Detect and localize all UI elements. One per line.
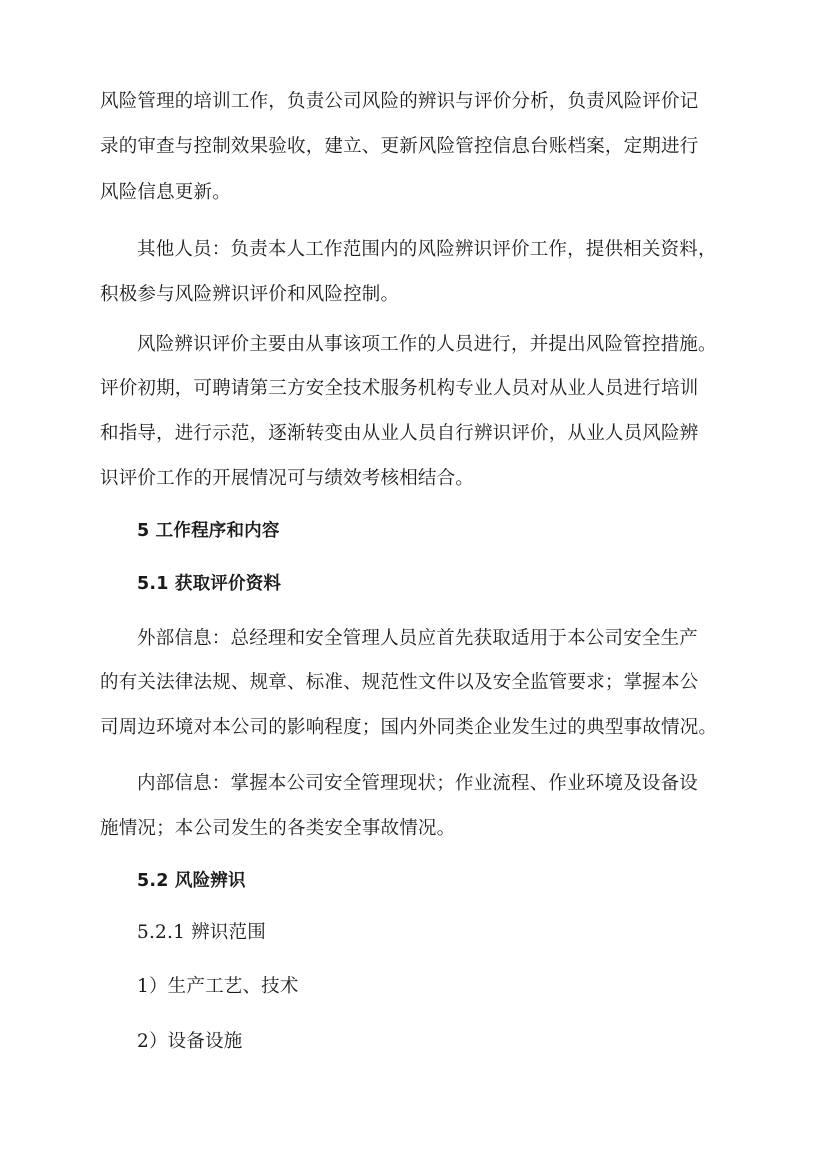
p3-line3: 和指导，进行示范，逐渐转变由从业人员自行辨识评价，从业人员风险辨 bbox=[100, 423, 699, 444]
p1-line1: 风险管理的培训工作，负责公司风险的辨识与评价分析，负责风险评价记 bbox=[100, 91, 699, 112]
p4-line3: 司周边环境对本公司的影响程度；国内外同类企业发生过的典型事故情况。 bbox=[100, 717, 718, 738]
heading-5-2-1: 5.2.1 辨识范围 bbox=[137, 922, 266, 943]
p4-line2: 的有关法律法规、规章、标准、规范性文件以及安全监管要求；掌握本公 bbox=[100, 672, 699, 693]
p3-line2: 评价初期，可聘请第三方安全技术服务机构专业人员对从业人员进行培训 bbox=[100, 378, 699, 399]
p5-line1: 内部信息：掌握本公司安全管理现状；作业流程、作业环境及设备设 bbox=[137, 773, 699, 794]
p2-line2: 积极参与风险辨识评价和风险控制。 bbox=[100, 284, 400, 305]
p1-line3: 风险信息更新。 bbox=[100, 182, 231, 203]
p3-line1: 风险辨识评价主要由从事该项工作的人员进行，并提出风险管控措施。 bbox=[137, 334, 717, 355]
p5-line2: 施情况；本公司发生的各类安全事故情况。 bbox=[100, 818, 456, 839]
list-item-1: 1）生产工艺、技术 bbox=[137, 976, 299, 997]
p3-line4: 识评价工作的开展情况可与绩效考核相结合。 bbox=[100, 468, 475, 489]
heading-5: 5 工作程序和内容 bbox=[137, 521, 280, 541]
p1-line2: 录的审查与控制效果验收，建立、更新风险管控信息台账档案，定期进行 bbox=[100, 136, 699, 157]
p2-line1: 其他人员：负责本人工作范围内的风险辨识评价工作，提供相关资料， bbox=[137, 239, 717, 260]
heading-5-2: 5.2 风险辨识 bbox=[137, 871, 246, 891]
p4-line1: 外部信息：总经理和安全管理人员应首先获取适用于本公司安全生产 bbox=[137, 628, 699, 649]
heading-5-1: 5.1 获取评价资料 bbox=[137, 574, 282, 594]
list-item-2: 2）设备设施 bbox=[137, 1031, 243, 1052]
